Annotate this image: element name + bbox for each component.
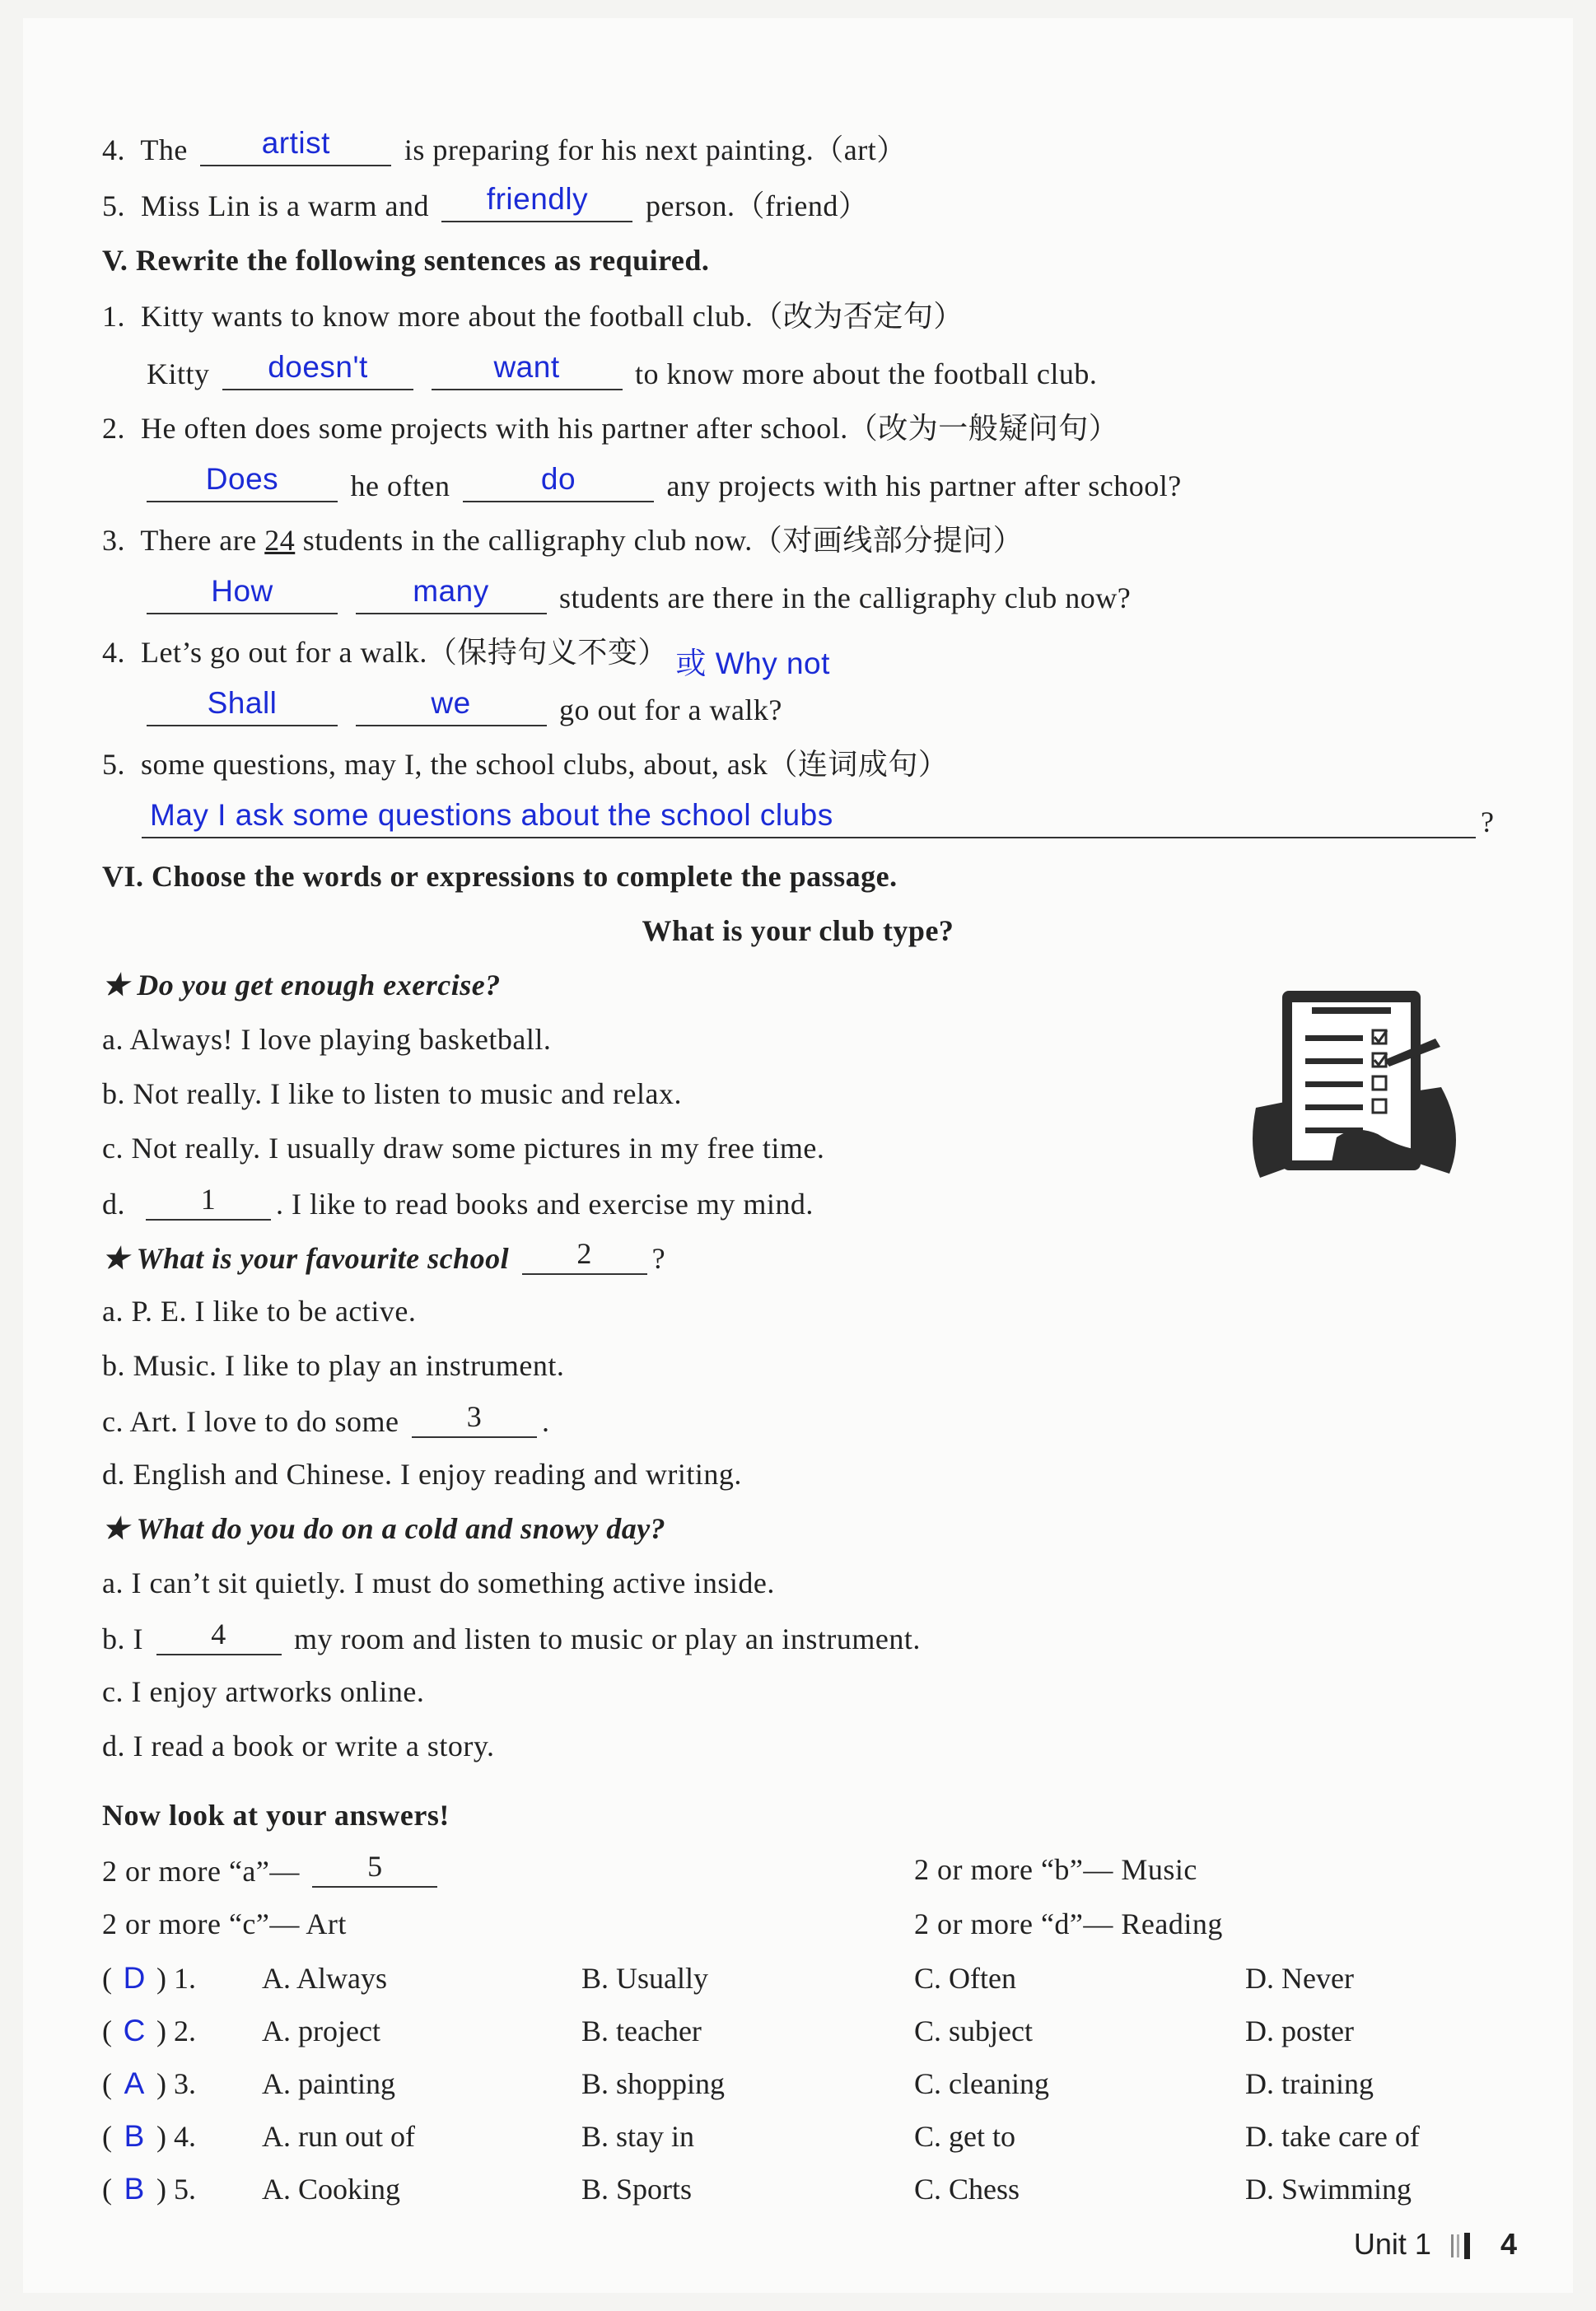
p5-q1-answer-line: Kitty doesn't want to know more about the football club. bbox=[147, 350, 1098, 390]
qb-option-b: b. Music. I like to play an instrument. bbox=[102, 1349, 565, 1382]
qc-option-d: d. I read a book or write a story. bbox=[102, 1730, 495, 1762]
p4-q4-blank[interactable]: artist bbox=[200, 132, 391, 166]
qb-option-d: d. English and Chinese. I enjoy reading and writing. bbox=[102, 1458, 742, 1491]
checklist-clipboard-icon bbox=[1239, 984, 1470, 1186]
result-a: 2 or more “a”— 5 bbox=[102, 1853, 442, 1888]
result-c: 2 or more “c”— Art bbox=[102, 1907, 347, 1940]
p5-q1-blank1[interactable]: doesn't bbox=[222, 356, 413, 390]
qb-option-c: c. Art. I love to do some 3 . bbox=[102, 1400, 550, 1438]
option-c[interactable]: C. Often bbox=[914, 1962, 1016, 1995]
qa-option-d: d. 1 . I like to read books and exercise my mind. bbox=[102, 1183, 814, 1221]
p5-q4-blank2[interactable]: we bbox=[356, 692, 547, 726]
p5-q1-blank2[interactable]: want bbox=[432, 356, 623, 390]
p5-q4-blank1[interactable]: Shall bbox=[147, 692, 338, 726]
p5-q2-answer-line: Does he often do any projects with his partner after school? bbox=[142, 468, 1182, 502]
p4-q5: 5. Miss Lin is a warm and friendly person.（friend） bbox=[102, 182, 869, 222]
qa-option-b: b. Not really. I like to listen to music and relax. bbox=[102, 1077, 682, 1110]
p4-q5-blank[interactable]: friendly bbox=[441, 188, 632, 222]
footer-bars-icon bbox=[1449, 2231, 1482, 2261]
qa-option-a: a. Always! I love playing basketball. bbox=[102, 1023, 552, 1056]
option-d[interactable]: D. take care of bbox=[1245, 2120, 1420, 2153]
p5-q3-prompt: 3. There are 24 students in the calligraphy club now.（对画线部分提问） bbox=[102, 524, 1024, 557]
question-b: ★ What is your favourite school 2 ? bbox=[102, 1237, 666, 1275]
p5-q3-blank2[interactable]: many bbox=[356, 580, 547, 614]
part6-heading: VI. Choose the words or expressions to complete the passage. bbox=[102, 860, 898, 893]
results-title: Now look at your answers! bbox=[102, 1799, 450, 1832]
p5-q4-handwritten-note: 或 Why not bbox=[675, 647, 830, 680]
option-b[interactable]: B. Usually bbox=[581, 1962, 709, 1995]
option-c[interactable]: C. Chess bbox=[914, 2173, 1020, 2206]
qa-option-c: c. Not really. I usually draw some pictures in my free time. bbox=[102, 1132, 825, 1165]
answer-slot[interactable]: ( A ) 3. bbox=[102, 2066, 196, 2100]
option-c[interactable]: C. subject bbox=[914, 2015, 1033, 2047]
option-d[interactable]: D. Swimming bbox=[1245, 2173, 1412, 2206]
option-a[interactable]: A. Always bbox=[262, 1962, 387, 1995]
p5-q3-answer-line: How many students are there in the calligraphy club now? bbox=[142, 580, 1131, 614]
qc-option-b: b. I 4 my room and listen to music or play an instrument. bbox=[102, 1618, 921, 1655]
answer-slot[interactable]: ( B ) 4. bbox=[102, 2119, 196, 2153]
option-c[interactable]: C. get to bbox=[914, 2120, 1015, 2153]
option-b[interactable]: B. teacher bbox=[581, 2015, 702, 2047]
option-d[interactable]: D. Never bbox=[1245, 1962, 1354, 1995]
blank-4[interactable]: 4 bbox=[156, 1621, 282, 1655]
blank-3[interactable]: 3 bbox=[412, 1403, 537, 1438]
blank-5[interactable]: 5 bbox=[312, 1853, 437, 1888]
p5-q5-blank[interactable]: May I ask some questions about the school clubs bbox=[142, 804, 1476, 838]
p5-q3-blank1[interactable]: How bbox=[147, 580, 338, 614]
option-a[interactable]: A. project bbox=[262, 2015, 380, 2047]
p5-q2-blank2[interactable]: do bbox=[463, 468, 654, 502]
page-footer bbox=[1354, 2227, 1517, 2262]
option-b[interactable]: B. stay in bbox=[581, 2120, 695, 2153]
option-a[interactable]: A. painting bbox=[262, 2067, 395, 2100]
p5-q1-prompt: 1. Kitty wants to know more about the football club.（改为否定句） bbox=[102, 300, 964, 333]
qb-option-a: a. P. E. I like to be active. bbox=[102, 1295, 417, 1328]
p5-q5-answer-line: May I ask some questions about the school clubs ? bbox=[142, 804, 1492, 838]
result-b: 2 or more “b”— Music bbox=[914, 1853, 1197, 1886]
option-b[interactable]: B. shopping bbox=[581, 2067, 726, 2100]
answer-slot[interactable]: ( D ) 1. bbox=[102, 1961, 196, 1995]
option-a[interactable]: A. run out of bbox=[262, 2120, 415, 2153]
p5-q4-answer-line: Shall we go out for a walk? bbox=[142, 692, 782, 726]
answer-slot[interactable]: ( B ) 5. bbox=[102, 2172, 196, 2206]
result-d: 2 or more “d”— Reading bbox=[914, 1907, 1223, 1940]
qc-option-c: c. I enjoy artworks online. bbox=[102, 1675, 425, 1708]
option-b[interactable]: B. Sports bbox=[581, 2173, 693, 2206]
passage-title: What is your club type? bbox=[642, 914, 954, 947]
page-number: 4 bbox=[1500, 2227, 1517, 2261]
underlined-number: 24 bbox=[264, 524, 296, 557]
part5-heading: V. Rewrite the following sentences as required. bbox=[102, 244, 710, 277]
p5-q2-blank1[interactable]: Does bbox=[147, 468, 338, 502]
unit-label: Unit 1 bbox=[1353, 2227, 1431, 2261]
p5-q2-prompt: 2. He often does some projects with his partner after school.（改为一般疑问句） bbox=[102, 412, 1119, 445]
p5-q4-prompt: 4. Let’s go out for a walk.（保持句义不变） 或 Why not bbox=[102, 636, 830, 680]
option-c[interactable]: C. cleaning bbox=[914, 2067, 1049, 2100]
blank-2[interactable]: 2 bbox=[522, 1240, 647, 1275]
question-a: ★ Do you get enough exercise? bbox=[102, 969, 501, 1001]
option-d[interactable]: D. poster bbox=[1245, 2015, 1354, 2047]
option-a[interactable]: A. Cooking bbox=[262, 2173, 401, 2206]
qc-option-a: a. I can’t sit quietly. I must do something active inside. bbox=[102, 1566, 775, 1599]
p4-q4: 4. The artist is preparing for his next painting.（art） bbox=[102, 126, 907, 166]
p5-q5-prompt: 5. some questions, may I, the school clubs, about, ask（连词成句） bbox=[102, 748, 949, 781]
option-d[interactable]: D. training bbox=[1245, 2067, 1374, 2100]
answer-slot[interactable]: ( C ) 2. bbox=[102, 2014, 196, 2047]
question-c: ★ What do you do on a cold and snowy day? bbox=[102, 1512, 666, 1545]
blank-1[interactable]: 1 bbox=[146, 1186, 271, 1221]
